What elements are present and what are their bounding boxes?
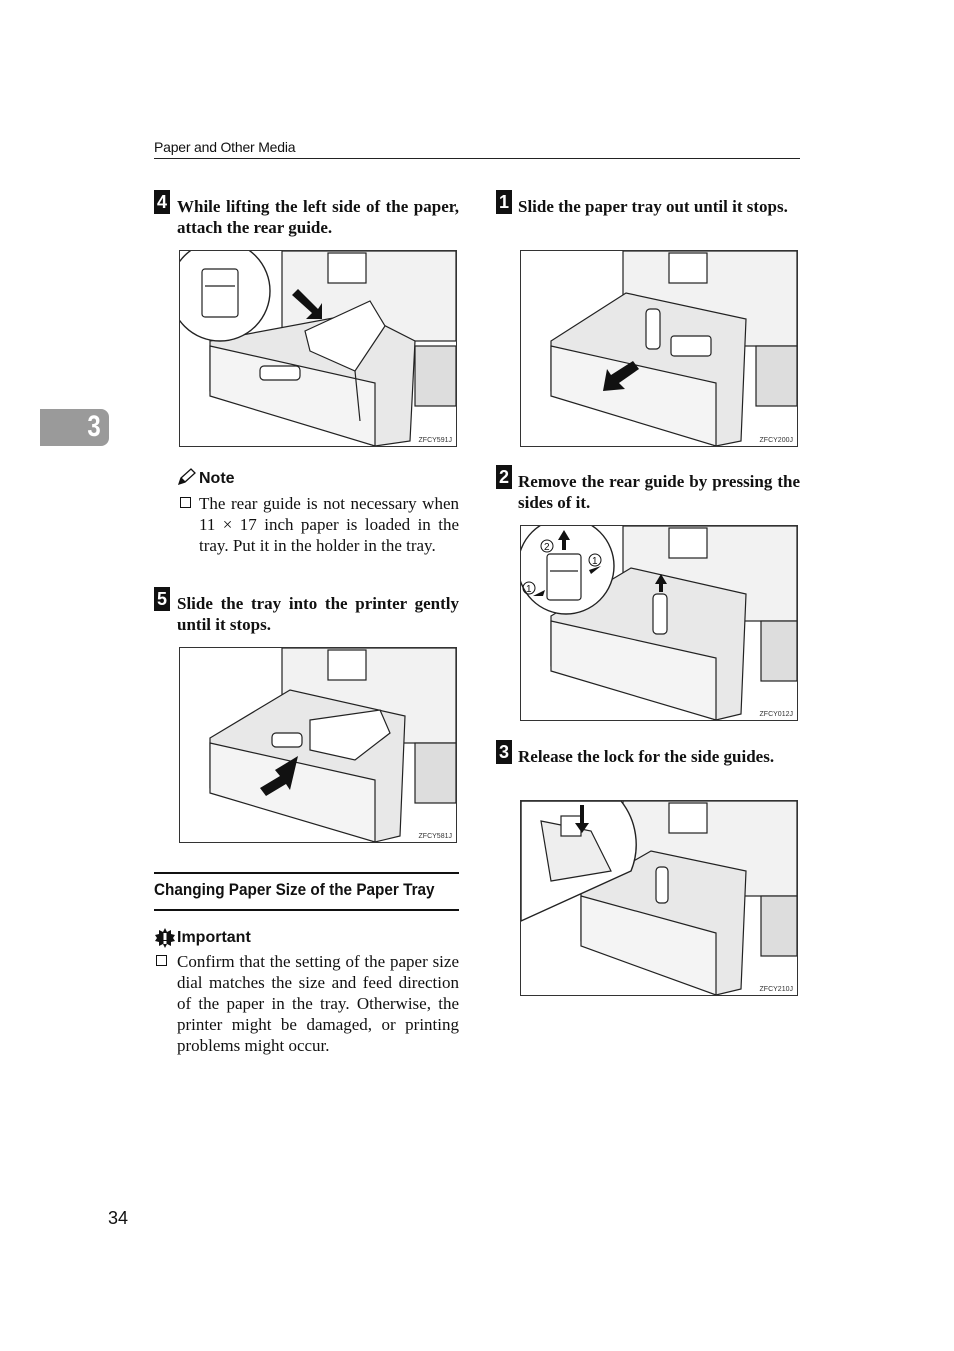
step-2-number: 2 — [496, 465, 512, 489]
step-4-number: 4 — [154, 190, 170, 214]
callout-2: 2 — [544, 542, 550, 553]
printer-tray-illustration — [521, 801, 797, 995]
figure-slide-tray-out — [520, 250, 798, 447]
step-5-number: 5 — [154, 587, 170, 611]
note-label: Note — [199, 470, 235, 487]
printer-tray-illustration — [521, 526, 797, 720]
important-item: Confirm that the setting of the paper size dial matches the size and feed direction of the paper in the tray. Otherwise, the printer might be damaged, or printing problems might occur. — [177, 952, 459, 1055]
section-rule-bottom — [154, 909, 459, 911]
step-1-number: 1 — [496, 190, 512, 214]
step-4-text: While lifting the left side of the paper, attach the rear guide. — [177, 197, 459, 237]
figure-release-side-guide-lock — [520, 800, 798, 996]
chapter-tab — [40, 409, 109, 446]
callout-1-right: 1 — [592, 556, 598, 567]
section-rule-top — [154, 872, 459, 874]
callout-1-left: 1 — [526, 584, 532, 595]
printer-tray-illustration — [180, 251, 456, 446]
figure-remove-rear-guide — [520, 525, 798, 721]
figure-slide-tray-in — [179, 647, 457, 843]
chapter-number: 3 — [87, 410, 101, 443]
step-3-text: Release the lock for the side guides. — [518, 747, 775, 766]
important-icon — [154, 927, 176, 949]
figure-code: ZFCY200J — [759, 437, 793, 444]
pencil-icon — [177, 468, 197, 486]
running-header: Paper and Other Media — [154, 139, 296, 155]
step-3-number: 3 — [496, 740, 512, 764]
printer-tray-illustration — [521, 251, 797, 446]
step-5-text: Slide the tray into the printer gently until it stops. — [177, 594, 459, 634]
step-2-text: Remove the rear guide by pressing the sides of it. — [518, 472, 800, 512]
step-1-text: Slide the paper tray out until it stops. — [518, 197, 788, 216]
note-checkbox-icon — [180, 497, 191, 508]
note-item: The rear guide is not necessary when 11 × 17 inch paper is loaded in the tray. Put it in the holder in the tray. — [199, 494, 459, 555]
figure-attach-rear-guide — [179, 250, 457, 447]
section-title: Changing Paper Size of the Paper Tray — [154, 880, 435, 899]
important-label: Important — [177, 929, 251, 946]
printer-tray-illustration — [180, 648, 456, 842]
important-checkbox-icon — [156, 955, 167, 966]
page-number: 34 — [108, 1208, 129, 1228]
figure-code: ZFCY581J — [418, 833, 452, 840]
header-rule — [154, 158, 800, 159]
figure-code: ZFCY012J — [759, 711, 793, 718]
figure-code: ZFCY210J — [759, 986, 793, 993]
figure-code: ZFCY591J — [418, 437, 452, 444]
